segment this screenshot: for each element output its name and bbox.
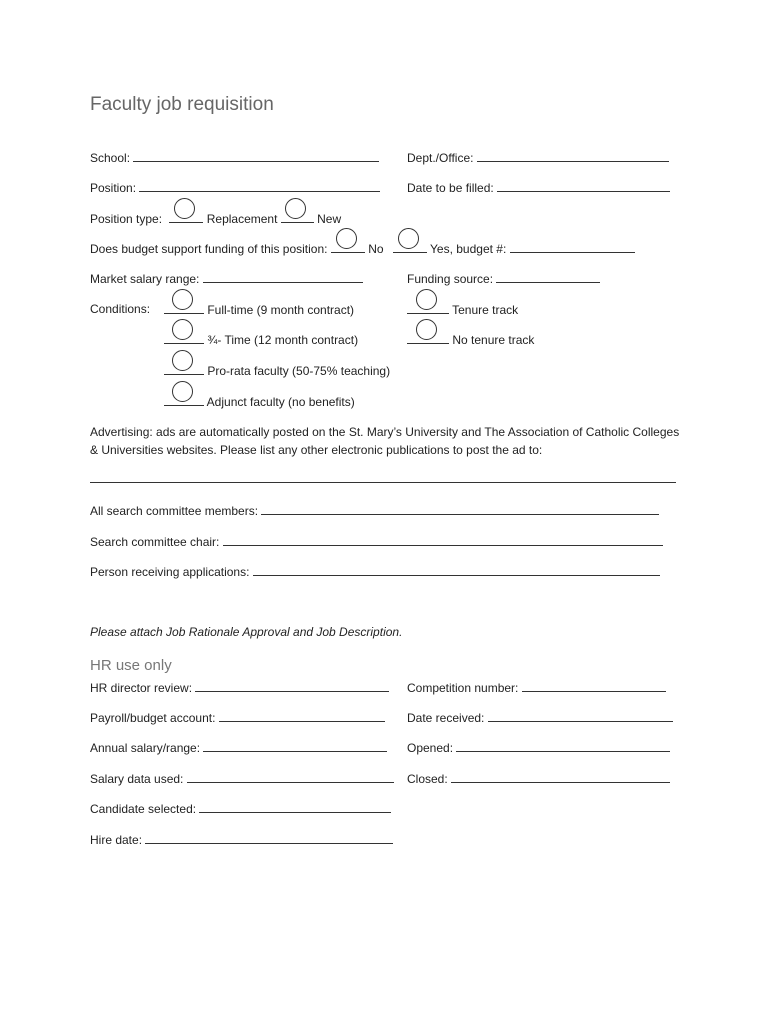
market-salary-row (90, 271, 363, 287)
no-tenure-track-radio-circle[interactable] (416, 319, 437, 340)
applications-field[interactable] (253, 564, 660, 576)
budget-yes-option[interactable] (393, 241, 427, 253)
salary-data-label: Salary data used: (90, 772, 184, 786)
attach-note: Please attach Job Rationale Approval and Job Description. (90, 625, 403, 639)
date-filled-label: Date to be filled: (407, 181, 494, 195)
budget-yes-radio-circle[interactable] (398, 228, 419, 249)
closed-row (407, 771, 670, 787)
adjunct-option[interactable] (164, 394, 204, 406)
date-received-label: Date received: (407, 711, 485, 725)
competition-number-row (407, 680, 666, 696)
school-row (90, 150, 379, 166)
hr-heading: HR use only (90, 657, 172, 674)
replacement-label: Replacement (206, 212, 278, 226)
adjunct-radio-circle[interactable] (172, 381, 193, 402)
budget-yes-label: Yes, budget #: (430, 242, 507, 256)
position-type-row (90, 211, 341, 227)
conditions-label: Conditions: (90, 302, 151, 316)
replacement-option[interactable] (169, 211, 203, 223)
budget-no-radio-circle[interactable] (336, 228, 357, 249)
committee-chair-label: Search committee chair: (90, 535, 220, 549)
date-filled-field[interactable] (497, 180, 670, 192)
hire-date-field[interactable] (145, 832, 393, 844)
budget-no-label: No (368, 242, 384, 256)
salary-data-field[interactable] (187, 771, 394, 783)
school-field[interactable] (133, 150, 379, 162)
funding-source-row (407, 271, 600, 287)
replacement-radio-circle[interactable] (174, 198, 195, 219)
competition-number-label: Competition number: (407, 681, 519, 695)
no-tenure-track-row (407, 332, 534, 348)
pro-rata-label: Pro-rata faculty (50-75% teaching) (207, 364, 391, 378)
new-option[interactable] (281, 211, 314, 223)
market-salary-label: Market salary range: (90, 272, 200, 286)
pro-rata-radio-circle[interactable] (172, 350, 193, 371)
position-field[interactable] (139, 180, 380, 192)
hr-director-field[interactable] (195, 680, 389, 692)
hr-director-row (90, 680, 389, 696)
date-received-row (407, 710, 673, 726)
school-label: School: (90, 151, 131, 165)
pro-rata-row (164, 363, 390, 379)
opened-label: Opened: (407, 741, 454, 755)
tenure-track-label: Tenure track (452, 303, 519, 317)
position-type-label: Position type: (90, 212, 163, 226)
three-quarter-row (164, 332, 358, 348)
opened-field[interactable] (456, 740, 670, 752)
three-quarter-label: ¾- Time (12 month contract) (207, 333, 359, 347)
competition-number-field[interactable] (522, 680, 666, 692)
salary-data-row (90, 771, 394, 787)
payroll-label: Payroll/budget account: (90, 711, 216, 725)
position-row (90, 180, 380, 196)
candidate-selected-field[interactable] (199, 801, 391, 813)
payroll-row (90, 710, 385, 726)
three-quarter-radio-circle[interactable] (172, 319, 193, 340)
applications-label: Person receiving applications: (90, 565, 250, 579)
budget-question: Does budget support funding of this position: (90, 242, 328, 256)
no-tenure-track-label: No tenure track (452, 333, 535, 347)
full-time-option[interactable] (164, 302, 204, 314)
no-tenure-track-option[interactable] (407, 332, 449, 344)
adjunct-row (164, 394, 355, 410)
funding-source-label: Funding source: (407, 272, 494, 286)
opened-row (407, 740, 670, 756)
committee-chair-field[interactable] (223, 534, 663, 546)
tenure-track-radio-circle[interactable] (416, 289, 437, 310)
tenure-track-row (407, 302, 518, 318)
adjunct-label: Adjunct faculty (no benefits) (206, 395, 355, 409)
pro-rata-option[interactable] (164, 363, 204, 375)
budget-no-option[interactable] (331, 241, 365, 253)
candidate-selected-row (90, 801, 391, 817)
three-quarter-option[interactable] (164, 332, 204, 344)
committee-members-row (90, 503, 659, 519)
budget-number-field[interactable] (510, 241, 635, 253)
date-received-field[interactable] (488, 710, 673, 722)
committee-members-label: All search committee members: (90, 504, 259, 518)
date-filled-row (407, 180, 670, 196)
hire-date-label: Hire date: (90, 833, 143, 847)
position-label: Position: (90, 181, 137, 195)
committee-members-field[interactable] (261, 503, 659, 515)
full-time-radio-circle[interactable] (172, 289, 193, 310)
form-title: Faculty job requisition (90, 94, 274, 115)
candidate-selected-label: Candidate selected: (90, 802, 197, 816)
applications-row (90, 564, 660, 580)
payroll-field[interactable] (219, 710, 385, 722)
annual-salary-field[interactable] (203, 740, 387, 752)
hire-date-row (90, 832, 393, 848)
market-salary-field[interactable] (203, 271, 363, 283)
full-time-row (164, 302, 354, 318)
advertising-field[interactable] (90, 482, 676, 483)
annual-salary-row (90, 740, 387, 756)
tenure-track-option[interactable] (407, 302, 449, 314)
new-radio-circle[interactable] (285, 198, 306, 219)
advertising-paragraph: Advertising: ads are automatically posted on the St. Mary’s University and The Association of Catholic Colleges & Universities websites. Please list any other electronic publications to post the ad to: (90, 425, 680, 457)
closed-label: Closed: (407, 772, 448, 786)
dept-field[interactable] (477, 150, 669, 162)
hr-director-label: HR director review: (90, 681, 193, 695)
funding-source-field[interactable] (496, 271, 600, 283)
dept-label: Dept./Office: (407, 151, 474, 165)
committee-chair-row (90, 534, 663, 550)
budget-row (90, 241, 635, 257)
full-time-label: Full-time (9 month contract) (207, 303, 355, 317)
annual-salary-label: Annual salary/range: (90, 741, 201, 755)
closed-field[interactable] (451, 771, 670, 783)
dept-row (407, 150, 669, 166)
new-label: New (317, 212, 342, 226)
